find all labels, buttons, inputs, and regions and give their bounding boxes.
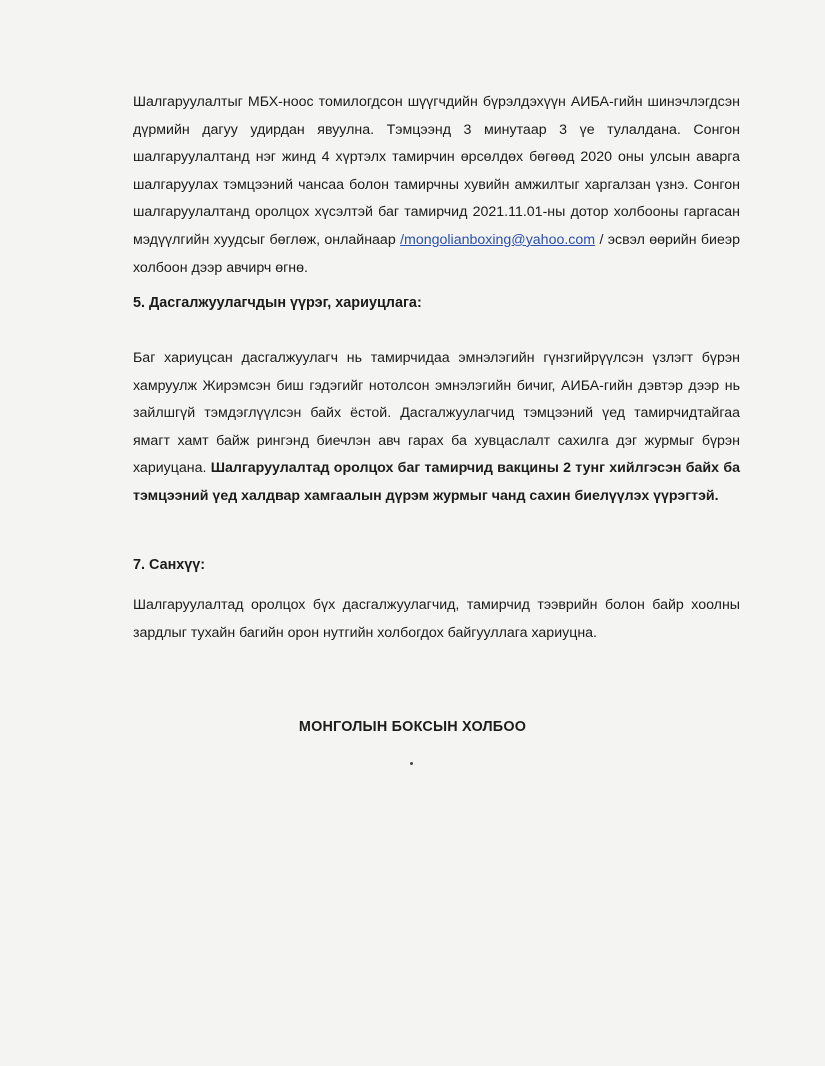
email-link[interactable]: /mongolianboxing@yahoo.com [400,231,596,248]
paragraph-bold-text: Шалгаруулалтад оролцох баг тамирчид вакцины 2 тунг хийлгэсэн байх ба тэмцээний үед халдвар хамгаалын дүрэм журмыг чанд сахин биелүүлэх үүрэгтэй. [133,460,740,504]
section-7-heading: 7. Санхүү: [133,557,206,573]
scan-speck [410,762,413,765]
paragraph-text-end: / эсвэл өөрийн биеэр холбоон дээр авчирч өгнө. [133,231,740,276]
signature-organization: МОНГОЛЫН БОКСЫН ХОЛБОО [298,719,527,735]
paragraph-text: Шалгаруулалтыг МБХ-ноос томилогдсон шүүгчдийн бүрэлдэхүүн АИБА-гийн шинэчлэгдсэн дүрмийн дагуу удирдан явуулна. Тэмцээнд 3 минутаар 3 үе тулалдана. Сонгон шалгаруулалтанд нэг жинд 4 хүртэлх тамирчин өрсөлдөх бөгөөд 2020 оны улсын аварга шалгаруулах тэмцээний чансаа болон тамирчны хувийн амжилтыг харгалзан үзнэ. Сонгон шалгаруулалтанд оролцох хүсэлтэй баг тамирчид 2021.11.01-ны дотор холбооны гаргасан мэдүүлгийн хуудсыг бөглөж, онлайнаар [133,94,740,248]
paragraph-text: Шалгаруулалтад оролцох бүх дасгалжуулагчид, тамирчид тээврийн болон байр хоолны зардлыг тухайн багийн орон нутгийн холбогдох байгууллага хариуцна. [133,597,740,641]
paragraph-competition-rules [133,89,740,282]
section-5-heading: 5. Дасгалжуулагчдын үүрэг, хариуцлага: [133,295,422,311]
paragraph-coach-duties [133,345,740,511]
paragraph-finance [133,592,740,647]
paragraph-text: Баг хариуцсан дасгалжуулагч нь тамирчидаа эмнэлэгийн гүнзгийрүүлсэн үзлэгт бүрэн хамруулж Жирэмсэн биш гэдэгийг нотолсон эмнэлэгийн бичиг, АИБА-гийн дэвтэр дээр нь зайлшгүй тэмдэглүүлсэн байх ёстой. Дасгалжуулагчид тэмцээний үед тамирчидтайгаа ямагт хамт байж рингэнд биечлэн авч гарах ба хувцаслалт сахилга дэг журмыг бүрэн хариуцана. [133,350,740,477]
